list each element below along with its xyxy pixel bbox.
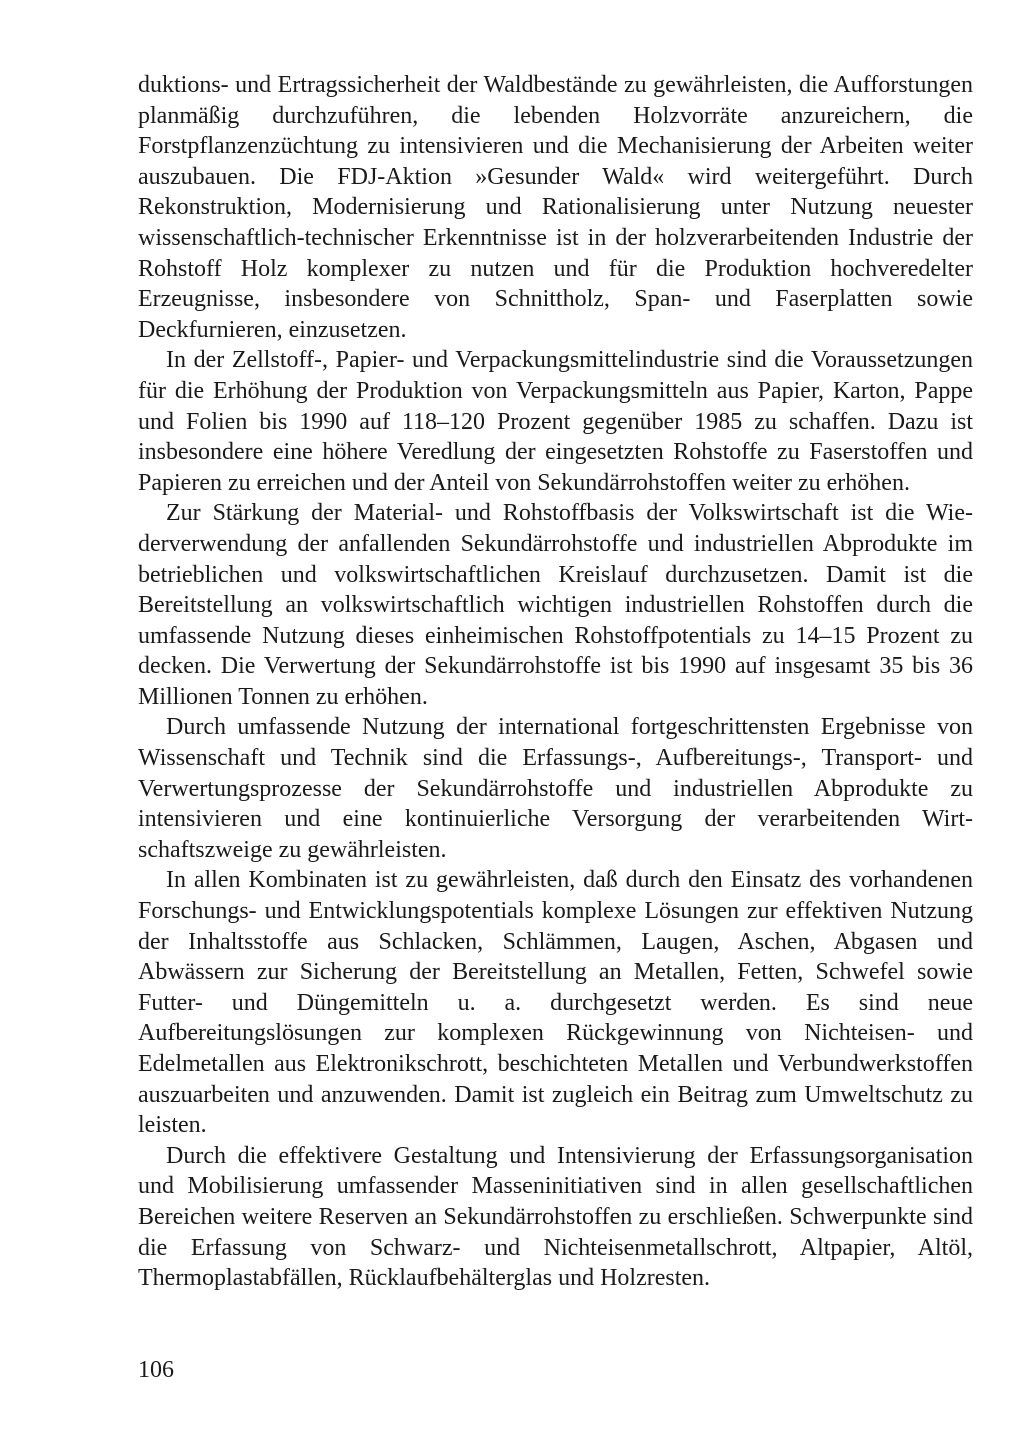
paragraph-combines: In allen Kombinaten ist zu gewährleisten, daß durch den Einsatz des vorhandenen Forschungs- und Entwicklungspotentials komplexe Lösungen zur effektiven Nutzung der Inhaltsstoffe aus Schlacken, Schlämmen, Laugen, Aschen, Abgasen und Abwässern zur Sicherung der Bereitstellung an Metallen, Fetten, Schwefel sowie Futter- und Düngemitteln u. a. durchgesetzt werden. Es sind neue Aufbereitungslösungen zur komplexen Rückgewinnung von Nichteisen- und Edelmetallen aus Elektronikschrott, beschichteten Metallen und Verbundwerkstoffen auszuarbeiten und anzuwenden. Damit ist zugleich ein Beitrag zum Umweltschutz zu leisten. bbox=[138, 867, 973, 1139]
page-number: 106 bbox=[138, 1357, 174, 1383]
paragraph-collection: Durch die effektivere Gestaltung und Intensivierung der Erfassungsorganisation und Mobilisierung umfassender Masseninitiativen sind in allen gesellschaftlichen Bereichen weitere Reserven an Sekundärrohstoffen zu erschließen. Schwerpunkte sind die Erfassung von Schwarz- und Nichteisenmetallschrott, Altpapier, Altöl, Thermoplastabfällen, Rücklaufbehälterglas und Holzresten. bbox=[138, 1142, 973, 1292]
paragraph-paper-industry: In der Zellstoff-, Papier- und Verpackungsmittelindustrie sind die Voraussetzungen für die Erhöhung der Produktion von Verpackungsmitteln aus Papier, Karton, Pappe und Folien bis 1990 auf 118–120 Prozent gegenüber 1985 zu schaffen. Dazu ist insbesondere eine höhere Veredlung der eingesetzten Rohstoffe zu Faserstoffen und Papieren zu erreichen und der Anteil von Sekundärrohstoffen weiter zu erhöhen. bbox=[138, 347, 973, 496]
paragraph-raw-materials: Zur Stärkung der Material- und Rohstoffbasis der Volkswirtschaft ist die Wiederverwendung der anfallenden Sekundärrohstoffe und industriellen Abprodukte im betrieblichen und volkswirtschaftlichen Kreislauf durchzusetzen. Damit ist die Bereitstellung an volkswirtschaftlich wichtigen industriellen Rohstoffen durch die umfassende Nutzung dieses einheimischen Rohstoffpotentials zu 14–15 Prozent zu decken. Die Verwertung der Sekundärrohstoffe ist bis 1990 auf insgesamt 35 bis 36 Millionen Tonnen zu erhöhen. bbox=[138, 500, 973, 710]
page-body bbox=[138, 70, 973, 1294]
paragraph-science-technology: Durch umfassende Nutzung der international fortgeschrittensten Ergebnisse von Wissenschaft und Technik sind die Erfassungs-, Aufbereitungs-, Transport- und Verwertungsprozesse der Sekundärrohstoffe und industriellen Abprodukte zu intensivieren und eine kontinuierliche Versorgung der verarbeitenden Wirtschaftszweige zu gewährleisten. bbox=[138, 714, 973, 863]
paragraph-forestry: duktions- und Ertragssicherheit der Waldbestände zu gewährleisten, die Aufforstungen planmäßig durchzuführen, die lebenden Holzvorräte anzureichern, die Forstpflanzenzüchtung zu intensivieren und die Mechanisierung der Arbeiten weiter auszubauen. Die FDJ-Aktion »Gesunder Wald« wird weitergeführt. Durch Rekonstruktion, Modernisierung und Rationalisierung unter Nutzung neuester wissenschaftlich-technischer Erkenntnisse ist in der holzverarbeitenden Industrie der Rohstoff Holz komplexer zu nutzen und für die Produktion hochveredelter Erzeugnisse, insbesondere von Schnittholz, Span- und Faserplatten sowie Deckfurnieren, einzusetzen. bbox=[138, 72, 973, 343]
